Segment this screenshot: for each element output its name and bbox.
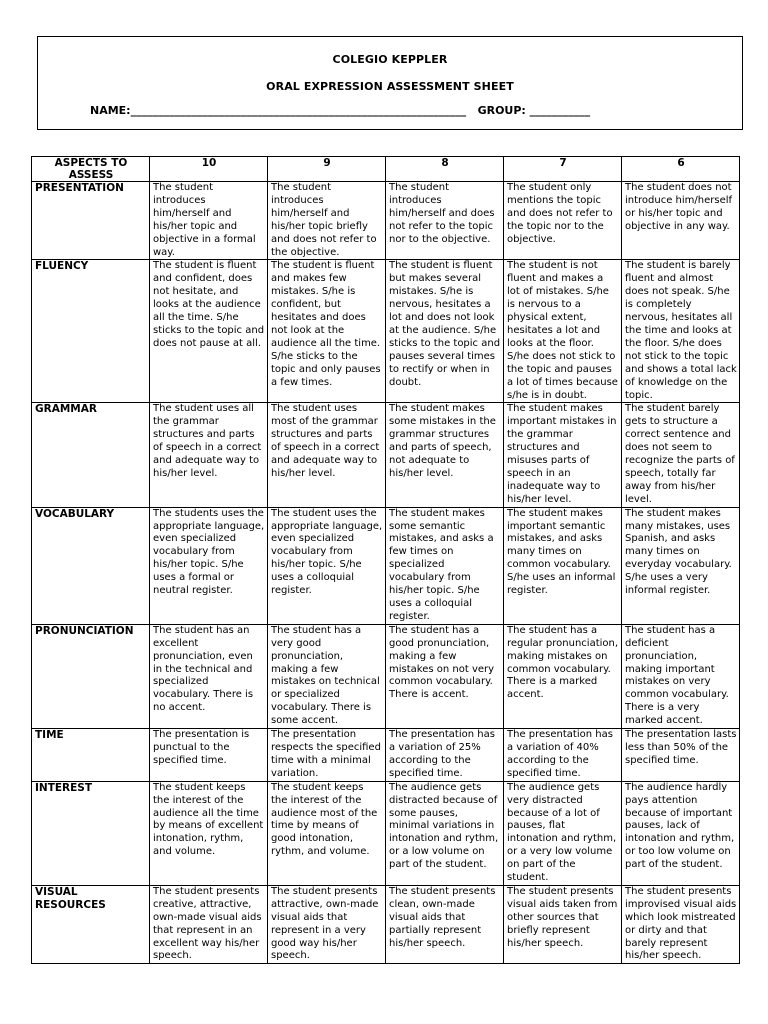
table-cell: The presentation respects the specified time with a minimal variation. [268, 729, 386, 782]
table-cell: The student makes important semantic mistakes, and asks many times on common vocabulary. S/he uses an informal register. [504, 507, 622, 624]
table-cell: The student has a deficient pronunciation, making important mistakes on very common vocabulary. There is a very marked accent. [622, 624, 740, 728]
table-cell: The student makes some semantic mistakes, and asks a few times on specialized vocabulary from his/her topic. S/he uses a colloquial register. [386, 507, 504, 624]
table-row [32, 260, 740, 403]
sheet-title: ORAL EXPRESSION ASSESSMENT SHEET [266, 80, 514, 93]
table-cell: The student introduces him/herself and does not refer to the topic nor to the objective. [386, 182, 504, 260]
column-header-score: 9 [268, 157, 386, 182]
aspect-label: PRESENTATION [32, 182, 150, 260]
table-cell: The student barely gets to structure a correct sentence and does not seem to recognize the parts of speech, totally far away from his/her level. [622, 403, 740, 507]
table-cell: The student is fluent and confident, does not hesitate, and looks at the audience all the time. S/he sticks to the topic and does not pause at all. [150, 260, 268, 403]
table-cell: The student has a good pronunciation, making a few mistakes on not very common vocabulary. There is accent. [386, 624, 504, 728]
table-cell: The student presents improvised visual aids which look mistreated or dirty and that barely represent his/her speech. [622, 885, 740, 963]
table-cell: The student has a very good pronunciation, making a few mistakes on technical or specialized vocabulary. There is some accent. [268, 624, 386, 728]
table-row [32, 624, 740, 728]
aspect-label: TIME [32, 729, 150, 782]
table-cell: The audience gets distracted because of some pauses, minimal variations in intonation and rythm, or a low volume on part of the student. [386, 781, 504, 885]
table-cell: The student is not fluent and makes a lot of mistakes. S/he is nervous to a physical extent, hesitates a lot and looks at the floor. S/he does not stick to the topic and pauses a lot of times because s/he is in doubt. [504, 260, 622, 403]
table-cell: The student keeps the interest of the audience most of the time by means of good intonation, rythm, and volume. [268, 781, 386, 885]
table-cell: The student makes important mistakes in the grammar structures and misuses parts of speech in an inadequate way to his/her level. [504, 403, 622, 507]
table-row [32, 507, 740, 624]
table-cell: The audience hardly pays attention because of important pauses, lack of intonation and rythm, or too low volume on part of the student. [622, 781, 740, 885]
table-row [32, 729, 740, 782]
table-cell: The student keeps the interest of the audience all the time by means of excellent intonation, rythm, and volume. [150, 781, 268, 885]
aspect-label: FLUENCY [32, 260, 150, 403]
document-header [37, 36, 743, 130]
aspect-label: INTEREST [32, 781, 150, 885]
table-cell: The presentation has a variation of 40% according to the specified time. [504, 729, 622, 782]
table-cell: The student is fluent and makes few mistakes. S/he is confident, but hesitates and does not look at the audience all the time. S/he sticks to the topic and only pauses a few times. [268, 260, 386, 403]
column-header-score: 6 [622, 157, 740, 182]
table-cell: The student makes many mistakes, uses Spanish, and asks many times on everyday vocabulary. S/he uses a very informal register. [622, 507, 740, 624]
table-cell: The student only mentions the topic and does not refer to the topic nor to the objective. [504, 182, 622, 260]
table-cell: The students uses the appropriate language, even specialized vocabulary from his/her topic. S/he uses a formal or neutral register. [150, 507, 268, 624]
table-cell: The student uses most of the grammar structures and parts of speech in a correct and adequate way to his/her level. [268, 403, 386, 507]
table-cell: The student uses the appropriate language, even specialized vocabulary from his/her topic. S/he uses a colloquial register. [268, 507, 386, 624]
aspect-label: VISUAL RESOURCES [32, 885, 150, 963]
aspect-label: VOCABULARY [32, 507, 150, 624]
header-row [32, 157, 740, 182]
table-cell: The student has an excellent pronunciation, even in the technical and specialized vocabulary. There is no accent. [150, 624, 268, 728]
table-cell: The presentation lasts less than 50% of the specified time. [622, 729, 740, 782]
name-group-line: NAME:_____________________________________________________________ GROUP: ___________ [90, 104, 591, 117]
table-cell: The student does not introduce him/herself or his/her topic and objective in any way. [622, 182, 740, 260]
table-cell: The student presents creative, attractive, own-made visual aids that represent in an excellent way his/her speech. [150, 885, 268, 963]
column-header-score: 7 [504, 157, 622, 182]
table-cell: The student is barely fluent and almost does not speak. S/he is completely nervous, hesitates all the time and looks at the floor. S/he does not stick to the topic and shows a total lack of knowledge on the topic. [622, 260, 740, 403]
table-cell: The audience gets very distracted because of a lot of pauses, flat intonation and rythm, or a very low volume on part of the student. [504, 781, 622, 885]
table-row [32, 885, 740, 963]
table-cell: The student presents clean, own-made visual aids that partially represent his/her speech. [386, 885, 504, 963]
table-cell: The presentation has a variation of 25% according to the specified time. [386, 729, 504, 782]
table-cell: The presentation is punctual to the specified time. [150, 729, 268, 782]
table-row [32, 781, 740, 885]
table-cell: The student presents visual aids taken from other sources that briefly represent his/her speech. [504, 885, 622, 963]
table-row [32, 403, 740, 507]
column-header-score: 10 [150, 157, 268, 182]
table-cell: The student uses all the grammar structures and parts of speech in a correct and adequate way to his/her level. [150, 403, 268, 507]
table-cell: The student is fluent but makes several mistakes. S/he is nervous, hesitates a lot and does not look at the audience. S/he sticks to the topic and pauses several times to rectify or when in doubt. [386, 260, 504, 403]
table-row [32, 182, 740, 260]
school-name: COLEGIO KEPPLER [332, 53, 448, 66]
assessment-rubric-table [31, 156, 740, 964]
aspect-label: PRONUNCIATION [32, 624, 150, 728]
column-header-score: 8 [386, 157, 504, 182]
table-cell: The student introduces him/herself and his/her topic and objective in a formal way. [150, 182, 268, 260]
table-cell: The student has a regular pronunciation, making mistakes on common vocabulary. There is a marked accent. [504, 624, 622, 728]
table-cell: The student presents attractive, own-made visual aids that represent in a very good way his/her speech. [268, 885, 386, 963]
aspect-label: GRAMMAR [32, 403, 150, 507]
column-header-aspects: ASPECTS TO ASSESS [32, 157, 150, 182]
table-cell: The student makes some mistakes in the grammar structures and parts of speech, not adequate to his/her level. [386, 403, 504, 507]
table-cell: The student introduces him/herself and his/her topic briefly and does not refer to the objective. [268, 182, 386, 260]
